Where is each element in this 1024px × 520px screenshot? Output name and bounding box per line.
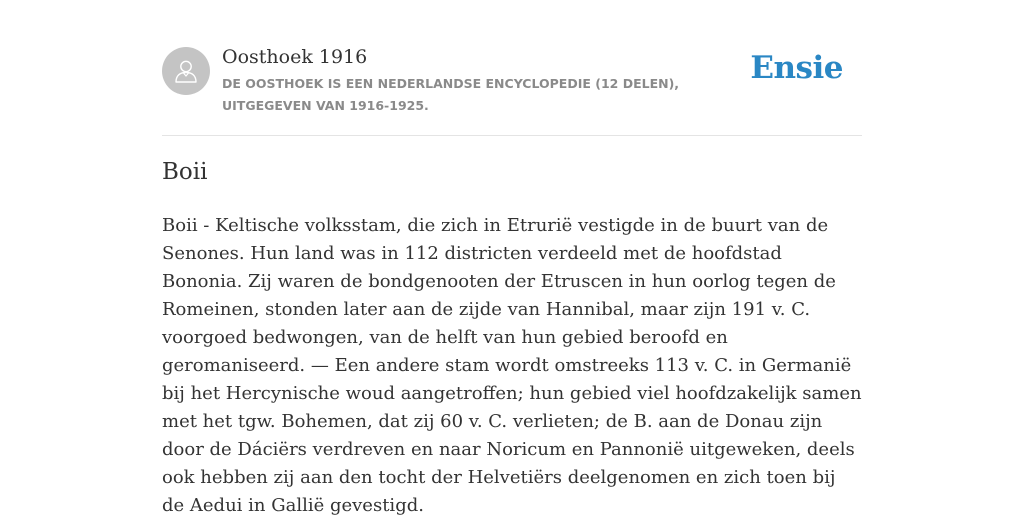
article-body: Boii - Keltische volksstam, die zich in Etrurië vestigde in de buurt van de Senones. Hun land was in 112 districten verdeeld met de hoofdstad Bononia. Zij waren de bondgenooten der Etruscen in hun oorlog tegen de Romeinen, stonden later aan de zijde van Hannibal, maar zijn 191 v. C. voorgoed bedwongen, van de helft van hun gebied beroofd en geromaniseerd. — Een andere stam wordt omstreeks 113 v. C. in Germanië bij het Hercynische woud aangetroffen; hun gebied viel hoofdzakelijk samen met het tgw. Bohemen, dat zij 60 v. C. verlieten; de B. aan de Donau zijn door de Dáciërs verdreven en naar Noricum en Pannonië uitgeweken, deels ook hebben zij aan den tocht der Helvetiërs deelgenomen en zich toen bij de Aedui in Gallië gevestigd. [162,215,862,516]
user-icon [172,57,200,85]
source-header [162,44,862,136]
source-title[interactable]: Oosthoek 1916 [222,46,368,68]
source-avatar[interactable] [162,47,210,95]
article-title: Boii [162,159,208,185]
source-description: DE OOSTHOEK IS EEN NEDERLANDSE ENCYCLOPEDIE (12 DELEN), UITGEGEVEN VAN 1916-1925. [222,76,680,113]
ensie-logo[interactable]: Ensie [750,50,843,86]
header-divider [162,135,862,136]
